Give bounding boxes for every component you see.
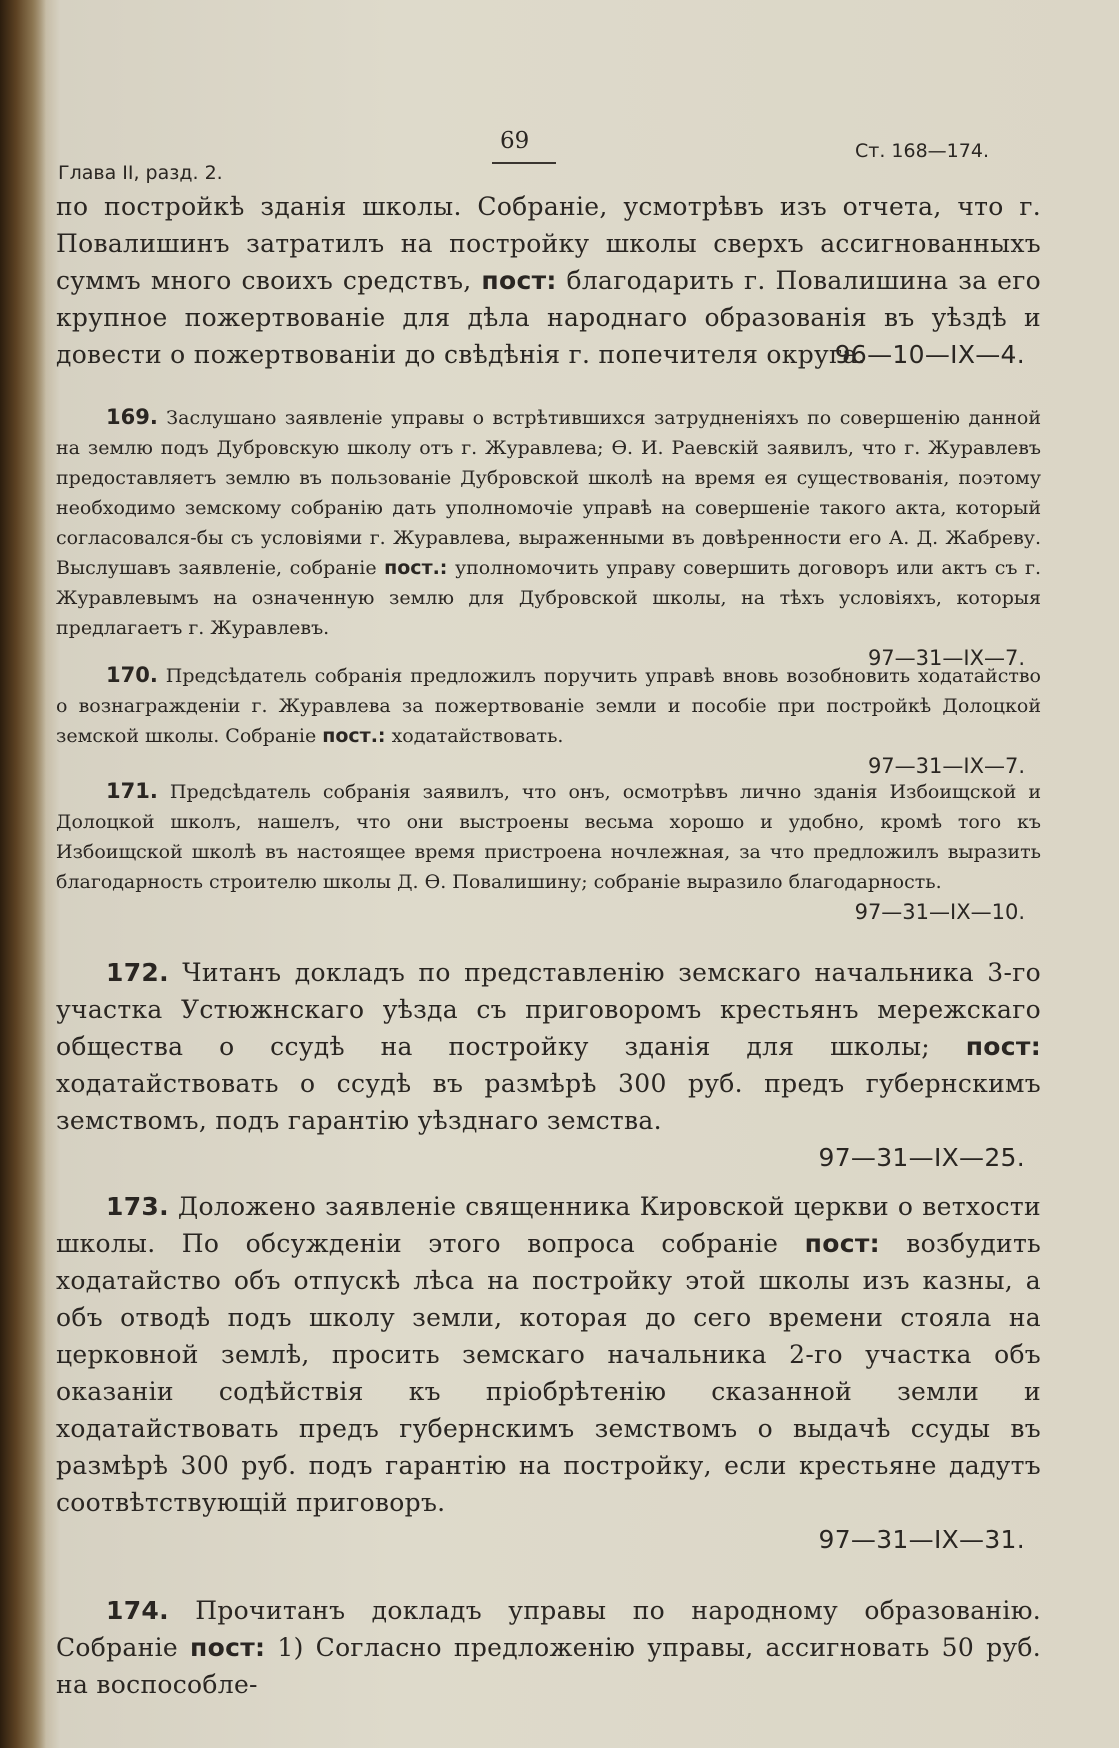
resolution-keyword: пост.: <box>322 725 386 747</box>
paragraph-text: Доложено заявленіе священника Кировской церкви о ветхости школы. По обсужденіи этого вопроса собраніе <box>56 1192 1041 1258</box>
paragraph-174 <box>56 1592 1041 1703</box>
paragraph-text: 1) Согласно предложенію управы, ассигновать 50 руб. на воспособле- <box>56 1633 1042 1699</box>
paragraph-169 <box>56 402 1041 673</box>
article-number: 171. <box>106 779 158 803</box>
reference-code: 97—31—IX—7. <box>867 754 1025 778</box>
paragraph-text: возбудить ходатайство объ отпускѣ лѣса на постройку этой школы изъ казны, а объ отводѣ подъ школу земли, которая до сего времени стояла на церковной землѣ, просить земскаго начальника 2-го участка объ оказаніи содѣйствія къ пріобрѣтенію сказанной земли и ходатайствовать предъ губернскимъ земствомъ о выдачѣ ссуды въ размѣрѣ 300 руб. подъ гарантію на постройку, если крестьяне дадутъ соотвѣтствующій приговоръ. <box>56 1229 1042 1517</box>
chapter-section-label: Глава II, разд. 2. <box>58 162 223 184</box>
paragraph-170 <box>56 660 1041 781</box>
paragraph-text: Предсѣдатель собранія заявилъ, что онъ, осмотрѣвъ лично зданія Избоищской и Долоцкой школъ, нашелъ, что они выстроены весьма хорошо и удобно, кромѣ того къ Избоищской школѣ въ настоящее время пристроена ночлежная, за что предложилъ выразить благодарность строителю школы Д. Ѳ. Повалишину; собраніе выразило благодарность. <box>56 781 1042 893</box>
reference-code: 97—31—IX—7. <box>867 646 1025 670</box>
article-range-label: Ст. 168—174. <box>855 140 989 162</box>
book-spine-shadow <box>0 0 46 1748</box>
paragraph-text: благодарить г. Повалишина за его крупное пожертвованіе для дѣла народнаго образованія въ уѣздѣ и довести о пожертвованіи до свѣдѣнія г. попечителя округа. <box>56 266 1042 369</box>
paragraph-text: Заслушано заявленіе управы о встрѣтившихся затрудненіяхъ по совершенію данной на землю подъ Дубровскую школу отъ г. Журавлева; Ѳ. И. Раевскій заявилъ, что г. Журавлевъ предоставляетъ землю въ пользованіе Дубровской школѣ на время ея существованія, поэтому необходимо земскому собранію дать уполномочіе управѣ на совершеніе такого акта, который согласовался-бы съ условіями г. Журавлева, выраженными въ довѣренности его А. Д. Жабреву. Выслушавъ заявленіе, собраніе <box>56 407 1041 579</box>
resolution-keyword: пост: <box>804 1229 880 1258</box>
article-number: 174. <box>106 1596 169 1625</box>
paragraph-text: ходатайствовать о ссудѣ въ размѣрѣ 300 руб. предъ губернскимъ земствомъ, подъ гарантію уѣзднаго земства. <box>56 1069 1041 1135</box>
paragraph-171 <box>56 776 1041 927</box>
paragraph-text: Прочитанъ докладъ управы по народному образованію. Собраніе <box>56 1596 1042 1662</box>
paragraph-text: по постройкѣ зданія школы. Собраніе, усмотрѣвъ изъ отчета, что г. Повалишинъ затратилъ на постройку школы сверхъ ассигнованныхъ суммъ много своихъ средствъ, <box>56 192 1041 295</box>
resolution-keyword: пост: <box>481 266 557 295</box>
resolution-keyword: пост: <box>190 1633 266 1662</box>
article-number: 173. <box>106 1192 169 1221</box>
article-number: 172. <box>106 958 169 987</box>
resolution-keyword: пост: <box>965 1032 1041 1061</box>
paragraph-173 <box>56 1188 1041 1558</box>
page-number: 69 <box>500 128 530 154</box>
paragraph-text: Предсѣдатель собранія предложилъ поручить управѣ вновь возобновить ходатайство о вознагражденіи г. Журавлева за пожертвованіе земли и пособіе при постройкѣ Долоцкой земской школы. Собраніе <box>56 665 1041 747</box>
article-number: 170. <box>106 663 158 687</box>
paragraph-text: уполномочить управу совершить договоръ или актъ съ г. Журавлевымъ на означенную землю для Дубровской школы, на тѣхъ условіяхъ, которыя предлагаетъ г. Журавлевъ. <box>56 557 1041 639</box>
reference-code: 97—31—IX—10. <box>854 900 1025 924</box>
reference-code: 96—10—IX—4. <box>834 340 1025 369</box>
page-number-rule <box>492 162 556 164</box>
reference-code: 97—31—IX—25. <box>818 1143 1025 1172</box>
paragraph-168-continuation <box>56 188 1041 373</box>
paragraph-172 <box>56 954 1041 1176</box>
resolution-keyword: пост.: <box>384 557 448 579</box>
page-header <box>0 128 1119 188</box>
paragraph-text: Читанъ докладъ по представленію земскаго начальника 3-го участка Устюжнскаго уѣзда съ приговоромъ крестьянъ мережскаго общества о ссудѣ на постройку зданія для школы; <box>56 958 1042 1061</box>
paragraph-text: ходатайствовать. <box>391 725 564 747</box>
article-number: 169. <box>106 405 158 429</box>
reference-code: 97—31—IX—31. <box>818 1525 1025 1554</box>
